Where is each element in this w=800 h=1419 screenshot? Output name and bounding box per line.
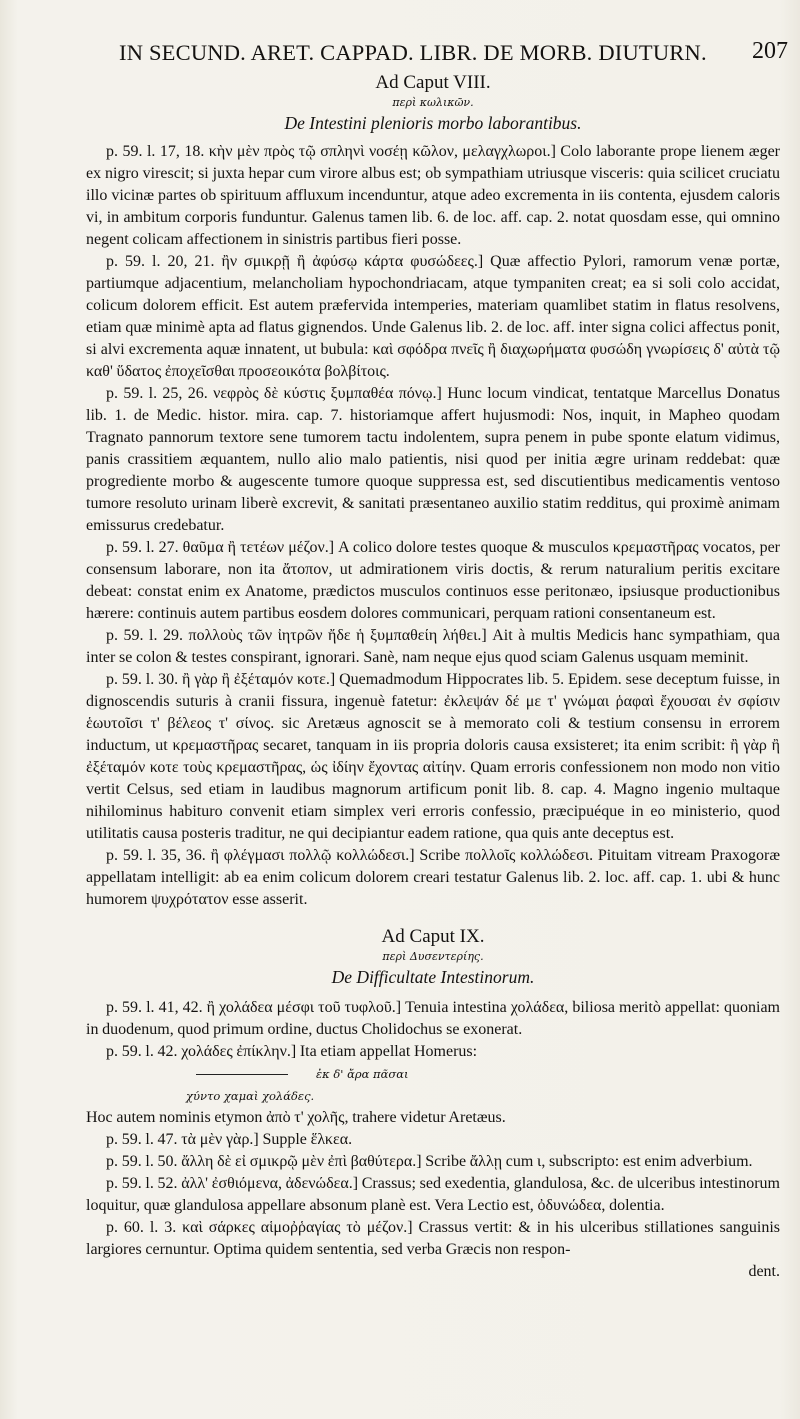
chapter-9-latin-title: De Difficultate Intestinorum. (331, 967, 535, 987)
verse-line: χύντο χαμαὶ χολάδες. (186, 1089, 315, 1103)
note-paragraph: p. 59. l. 42. χολάδες ἐπίκλην.] Ita etiam appellat Homerus: (106, 1043, 478, 1060)
hyphenated-word-end: dent. (748, 1263, 780, 1280)
verse-line: ἐκ δ' ἄρα πᾶσαι (316, 1067, 409, 1081)
note-paragraph: p. 59. l. 41, 42. ἢ χολάδεα μέσφι τοῦ τυφλοῦ.] Tenuia intestina χολάδεα, biliosa meritò appellat: quoniam in duodenum, quod primum ordine, ductus Cholidochus se exonerat. (86, 999, 780, 1038)
page-body (86, 70, 780, 1283)
page-number: 207 (752, 38, 788, 64)
note-paragraph: p. 59. l. 50. ἄλλη δὲ εἰ σμικρῷ μὲν ἐπὶ βαθύτερα.] Scribe ἄλλῃ cum ι, subscripto: est enim adverbium. (106, 1153, 753, 1170)
note-paragraph: p. 59. l. 30. ἢ γὰρ ἢ ἐξέταμόν κοτε.] Quemadmodum Hippocrates lib. 5. Epidem. sese deceptum fuisse, in dignoscendis suturis à cranii fissura, ingenuè fatetur: ἐκλεψάν δέ με τ' γνώμαι ῥαφαὶ ἔχουσαι ἐν σφίσιν ἑωυτοῖσι τ' βέλεος τ' σίνος. sic Aretæus agnoscit se à memorato coli & testium consensu in errorem inductum, ut κρεμαστῆρας secaret, tanquam in iis propria doloris causa exsisteret; ita enim scribit: ἢ γὰρ ἢ ἐξέταμόν κοτε τοὺς κρεμαστῆρας, ὡς ἰδίην ἔχοντας αἰτίην. Quam erroris confessionem non modo non vitio vertit Celsus, sed etiam in laudibus magnorum artificum ponit lib. 8. cap. 4. Magno ingenio multaque nihilominus habituro convenit etiam simplex veri erroris confessio, præcipuéque in eo ministerio, quod utilitatis causa posteris traditur, ne qui decipiantur eadem ratione, qua quis ante deceptus est. (86, 671, 780, 842)
note-paragraph: p. 59. l. 20, 21. ἢν σμικρῇ ἢ ἀφύσῳ κάρτα φυσώδεες.] Quæ affectio Pylori, ramorum venæ portæ, partiumque adjacentium, melancholiam hypochondriacam, atque tympaniten creat; ea si soli colo accidat, colicum dolorem efficit. Est autem præfervida intemperies, materiam quamlibet statim in flatus resolvens, etiam quæ minimè apta ad flatus gignendos. Unde Galenus lib. 2. de loc. aff. inter signa colici affectus ponit, si alvi excrementa aquæ innatent, ut bubula: καὶ σφόδρα πνεῖς ἢ διαχωρήματα φυσώδη γνωρίσεις δ' αὐτὰ τῷ καθ' ὕδατος ἐποχεῖσθαι προσεοικότα βολβίτοις. (86, 253, 780, 380)
note-paragraph: p. 59. l. 17, 18. κὴν μὲν πρὸς τῷ σπληνὶ νοσέῃ κῶλον, μελαγχλωροι.] Colo laborante prope lienem æger ex nigro virescit; si juxta hepar cum virore albus est; ob sympathiam utriusque visceris: quia scilicet cruciatu illo vicinæ partes ob spirituum affluxum incenduntur, atque adeo excrementa in iis contenta, ejusdem caloris vi, in ambitum corporis funduntur. Galenus tamen lib. 6. de loc. aff. cap. 2. notat quosdam esse, qui omnino negent colicam affectionem in sinistris partibus fieri posse. (86, 143, 780, 248)
chapter-8-heading: Ad Caput VIII. (375, 72, 491, 93)
chapter-8-greek-title: περὶ κωλικῶν. (392, 96, 474, 109)
running-head-title: IN SECUND. ARET. CAPPAD. LIBR. DE MORB. DIUTURN. (119, 40, 707, 65)
verse-dash (196, 1074, 288, 1075)
note-paragraph: p. 59. l. 35, 36. ἢ φλέγμασι πολλῷ κολλώδεσι.] Scribe πολλοῖς κολλώδεσι. Pituitam vitream Praxogoræ appellatam intelligit: ab ea enim colicum dolorem creari testatur Galenus lib. 2. loc. aff. cap. 1. ubi & hunc humorem ψυχρότατον esse asserit. (86, 847, 780, 908)
note-paragraph: Hoc autem nominis etymon ἀπὸ τ' χολῆς, trahere videtur Aretæus. (86, 1109, 506, 1126)
note-paragraph: p. 60. l. 3. καὶ σάρκες αἱμοῤῥαγίας τὸ μέζον.] Crassus vertit: & in his ulceribus stillationes sanguinis largiores cernuntur. Optima quidem sententia, sed verba Græcis non respon- (86, 1219, 780, 1258)
chapter-8-latin-title: De Intestini plenioris morbo laborantibus. (284, 113, 582, 133)
note-paragraph: p. 59. l. 25, 26. νεφρὸς δὲ κύστις ξυμπαθέα πόνῳ.] Hunc locum vindicat, tentatque Marcellus Donatus lib. 1. de Medic. histor. mira. cap. 7. historiamque affert hujusmodi: Nos, inquit, in Mapheo quodam Tragnato pannorum textore sene tumorem tactu indolentem, supra penem in pube sponte elatum vidimus, panis crassitiem æquantem, nullo alio malo patientis, nisi quod per initia ægre urinam reddebat: quæ progrediente morbo & augescente tumore quoque suppressa est, sed discutientibus medicamentis ventoso tumore resoluto urinam liberè excrevit, & sanitati præsentaneo auxilio statim redditus, qui proximè animam emissurus credebatur. (86, 385, 780, 534)
note-paragraph: p. 59. l. 27. θαῦμα ἢ τετέων μέζον.] A colico dolore testes quoque & musculos κρεμαστῆρας vocatos, per consensum laborare, non ita ἄτοπον, ut admirationem viris doctis, & rerum naturalium peritis excitare debeat: constat enim ex Anatome, prædictos musculos continuos esse peritonæo, ipsiusque productionibus hærere: continuis autem partibus eosdem dolores communicari, perquam rationi consentaneum est. (86, 539, 780, 622)
note-paragraph: p. 59. l. 47. τὰ μὲν γὰρ.] Supple ἕλκεα. (106, 1131, 353, 1148)
chapter-9-greek-title: περὶ Δυσεντερίης. (382, 950, 484, 963)
homer-quotation (86, 1063, 780, 1107)
note-paragraph: p. 59. l. 52. ἀλλ' ἐσθιόμενα, ἀδενώδεα.] Crassus; sed exedentia, glandulosa, &c. de ulceribus intestinorum loquitur, quæ glandulosa appellare absonum planè est. Vera Lectio est, ὀδυνώδεα, dolentia. (86, 1175, 780, 1214)
running-head (0, 38, 800, 72)
chapter-9-heading: Ad Caput IX. (381, 926, 485, 947)
note-paragraph: p. 59. l. 29. πολλοὺς τῶν ἰητρῶν ἤδε ἡ ξυμπαθείη λήθει.] Ait à multis Medicis hanc sympathiam, qua inter se colon & testes conspirant, ignorari. Sanè, nam neque ejus quod sciam Galenus usquam meminit. (86, 627, 780, 666)
